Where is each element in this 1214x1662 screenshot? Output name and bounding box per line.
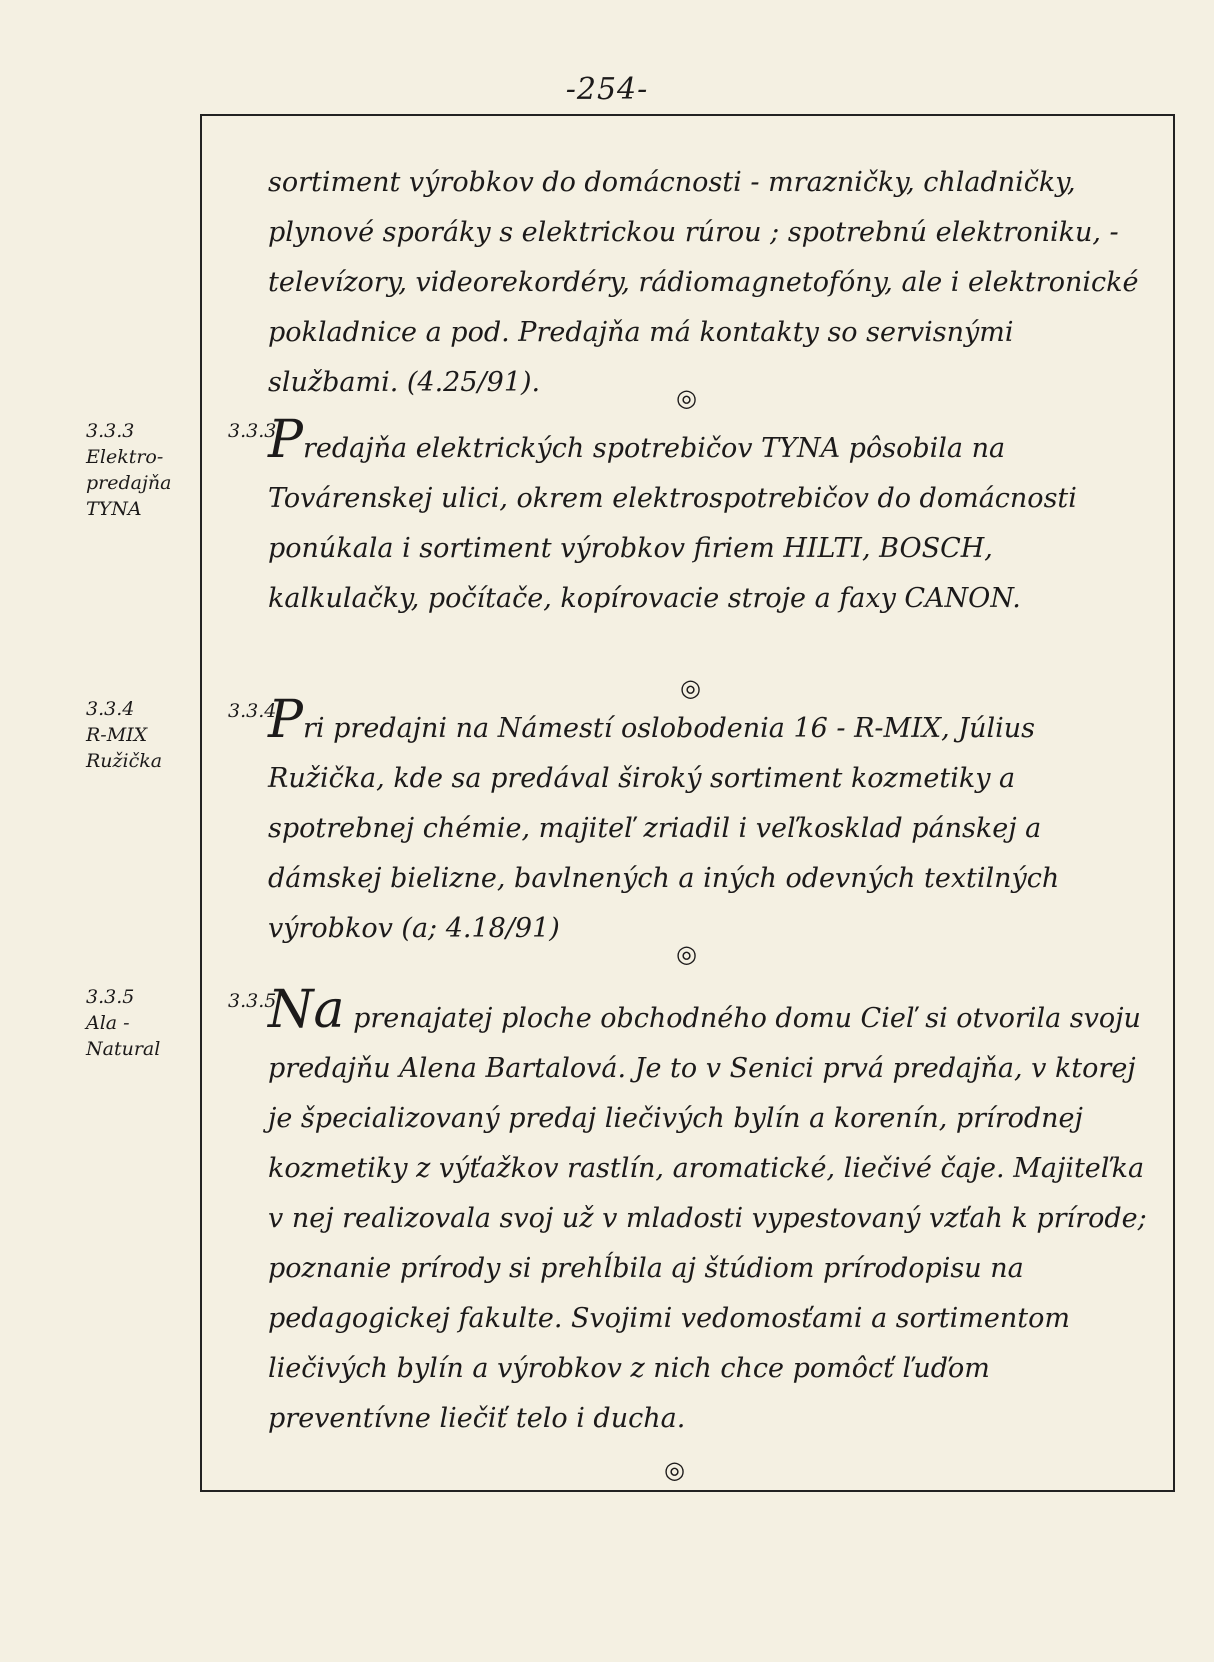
section-end-mark: ◎ (680, 674, 701, 702)
section-end-mark: ◎ (676, 384, 697, 412)
intro-paragraph: sortiment výrobkov do domácnosti - mrazničky, chladničky, plynové sporáky s elektrickou rúrou ; spotrebnú elektroniku, - televízory, videorekordéry, rádiomagnetofóny, ale i elektronické pokladnice a pod. Predajňa má kontakty so servisnými službami. (4.25/91). (268, 167, 1139, 398)
section-paragraph (268, 410, 1150, 624)
section-3-3-3 (228, 410, 1158, 660)
drop-initial: Na (268, 980, 345, 1040)
margin-note-line: 3.3.3 (86, 420, 135, 442)
margin-note-line: Elektro- (86, 446, 164, 468)
margin-note-line: Ružička (86, 750, 163, 772)
section-3-3-4 (228, 690, 1158, 944)
margin-note-rmix (86, 696, 198, 774)
margin-note-line: 3.3.5 (86, 986, 135, 1008)
margin-note-line: predajňa (86, 472, 172, 494)
margin-note-ala-natural (86, 984, 198, 1062)
paragraph-body: ri predajni na Námestí oslobodenia 16 - R-MIX, Július Ružička, kde sa predával široký sortiment kozmetiky a spotrebnej chémie, majiteľ zriadil i veľkosklad pánskej a dámskej bielizne, bavlnených a iných odevných textilných výrobkov (a; 4.18/91) (268, 713, 1060, 944)
margin-note-tyna (86, 418, 198, 522)
drop-initial: P (268, 690, 303, 750)
drop-initial: P (268, 410, 303, 470)
section-end-mark: ◎ (676, 940, 697, 968)
section-paragraph (268, 980, 1150, 1444)
paragraph-body: redajňa elektrických spotrebičov TYNA pôsobila na Továrenskej ulici, okrem elektrospotrebičov do domácnosti ponúkala i sortiment výrobkov firiem HILTI, BOSCH, kalkulačky, počítače, kopírovacie stroje a faxy CANON. (268, 433, 1077, 614)
margin-note-line: R-MIX (86, 724, 148, 746)
section-number: 3.3.5 (228, 990, 277, 1012)
margin-note-line: Natural (86, 1038, 161, 1060)
margin-note-line: Ala - (86, 1012, 130, 1034)
section-paragraph (268, 690, 1150, 954)
section-end-mark: ◎ (664, 1456, 685, 1484)
paragraph-body: prenajatej ploche obchodného domu Cieľ si otvorila svoju predajňu Alena Bartalová. Je to v Senici prvá predajňa, v ktorej je špecializovaný predaj liečivých bylín a korenín, prírodnej kozmetiky z výťažkov rastlín, aromatické, liečivé čaje. Majiteľka v nej realizovala svoj už v mladosti vypestovaný vzťah k prírode; poznanie prírody si prehĺbila aj štúdiom prírodopisu na pedagogickej fakulte. Svojimi vedomosťami a sortimentom liečivých bylín a výrobkov z nich chce pomôcť ľuďom preventívne liečiť telo i ducha. (268, 1003, 1147, 1434)
section-3-3-5 (228, 980, 1158, 1460)
margin-note-line: TYNA (86, 498, 142, 520)
margin-note-line: 3.3.4 (86, 698, 135, 720)
section-number: 3.3.3 (228, 420, 277, 442)
section-number: 3.3.4 (228, 700, 277, 722)
page-number: -254- (565, 72, 649, 107)
